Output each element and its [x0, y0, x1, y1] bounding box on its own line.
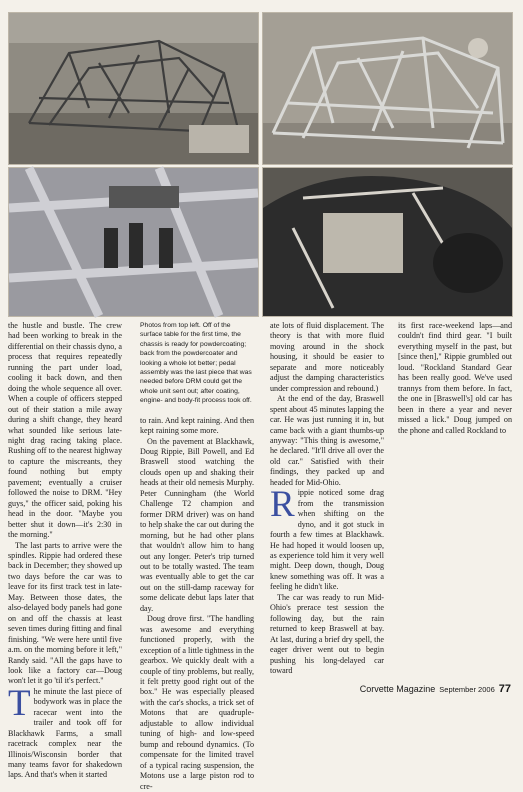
drop-cap: T	[8, 682, 31, 724]
paragraph: The car was ready to run Mid-Ohio's prerace test session the following day, but the rain returned to keep Braswell at bay. At last, during a brief dry spell, the eager driver went out to begin pushing his long-delayed car toward	[270, 592, 384, 675]
page-number: 77	[498, 683, 511, 695]
text-column-3	[270, 321, 384, 675]
paragraph-text: he minute the last piece of bodywork was in place the racecar went into the trailer and took off for Blackhawk Farms, a small racetrack complex near the Illinois/Wisconsin border that many teams favor for shakedown laps. And that's when it started	[8, 686, 122, 780]
page-footer	[0, 683, 511, 695]
paragraph-text: ippie noticed some drag from the transmission when shifting on the dyno, and it got stuck in fourth a few times at Blackhawk. He had hoped it would loosen up, as experience told him it very well might. Deep down, though, Doug knew something was off. It was a feeling he didn't like.	[270, 488, 384, 592]
paragraph-dropcap	[270, 484, 384, 593]
paragraph: to rain. And kept raining. And then kept raining some more.	[140, 415, 254, 436]
text-column-2	[140, 321, 254, 791]
photo-bare-chassis	[8, 12, 259, 165]
photo-engine-body-fit	[262, 167, 513, 317]
paragraph: its first race-weekend laps—and couldn't find third gear. "I built everything myself in the past, but [since then]," Rippie grumbled out loud. "Rockland Standard Gear has been really good. We've used trannys from them before. In fact, the one in [Braswell's] old car has been in there a year and never missed a lick." Doug jumped on the phone and called Rockland to	[398, 321, 512, 435]
photo-coated-chassis	[262, 12, 513, 165]
drop-cap: R	[270, 484, 295, 526]
paragraph: At the end of the day, Braswell spent about 45 minutes lapping the car. He was just running it in, but came back with a giant thumbs-up anyway: "This thing is awesome," he declared. "It'll drive all over the old car." Satisfied with their findings, they packed up and headed for Mid-Ohio.	[270, 394, 384, 487]
paragraph: Doug drove first. "The handling was awesome and everything functioned properly, with the exception of a little tightness in the gearbox. We quickly dealt with a couple of tiny problems, but really, it felt pretty good right out of the box." He was especially pleased with the car's shocks, a trick set of Motons that are quadruple-adjustable to allow individual tuning of high- and low-speed bump and rebound dynamics. (To compensate for the limited travel of a typical racing suspension, the Motons use a large piston rod to cre-	[140, 614, 254, 791]
photo-pedal-assembly	[8, 167, 259, 317]
paragraph-dropcap	[8, 682, 122, 781]
issue-date: September 2006	[439, 685, 495, 694]
paragraph: On the pavement at Blackhawk, Doug Rippie, Bill Powell, and Ed Braswell stood watching the clouds open up and shaking their heads at their old nemesis Murphy. Peter Cunningham (the World Challenge T2 champion and former DRM driver) was on hand to help shake the car out during the morning, but he had other plans that wouldn't allow him to hang out any longer. Peter's trip turned out to be totally wasted. The team was eventually able to get the car out on the still-damp raceway for some delicate debut laps later that day.	[140, 436, 254, 613]
paragraph: The last parts to arrive were the spindles. Rippie had ordered these back in December; they showed up two days before the car was to leave for its first track test in late-May. Between those dates, the also-delayed body panels had gone on and off the chassis at least seven times during fitting and final finishing. "We were here until five a.m. on the morning before it left," Randy said. "All the gaps have to look like a factory car—Doug won't let it go 'til it's perfect."	[8, 540, 122, 686]
photo-caption: Photos from top left. Off of the surface table for the first time, the chassis is ready for powdercoating; back from the powdercoater and looking a whole lot better; pedal assembly was the last piece that was needed before DRM could get the whole unit sent out; after coating, engine- and body-fit process took off.	[140, 322, 252, 405]
text-column-4	[398, 321, 512, 675]
paragraph: the hustle and bustle. The crew had been working to break in the differential on their chassis dyno, a process that requires repeatedly running the part under load, cooling it back down, and then doing the whole sequence all over. When a couple of officers stepped out of their station a mile away during a shift change, they heard what sounded like serious late-night drag racing taking place. Rushing off to the nearest highway to capture the miscreants, they found nothing but empty pavement; eventually a cruiser followed the noise to DRM. "Hey guys," the officer said, poking his head in the door. "Maybe you better shut it down—it's 2:30 in the morning."	[8, 321, 122, 540]
text-column-1	[8, 321, 122, 780]
magazine-name: Corvette Magazine	[359, 684, 436, 694]
paragraph: ate lots of fluid displacement. The theory is that with more fluid moving around in the shock housing, it should be easier to separate and more noticeably adjust the damping characteristics under compression and rebound.)	[270, 321, 384, 393]
